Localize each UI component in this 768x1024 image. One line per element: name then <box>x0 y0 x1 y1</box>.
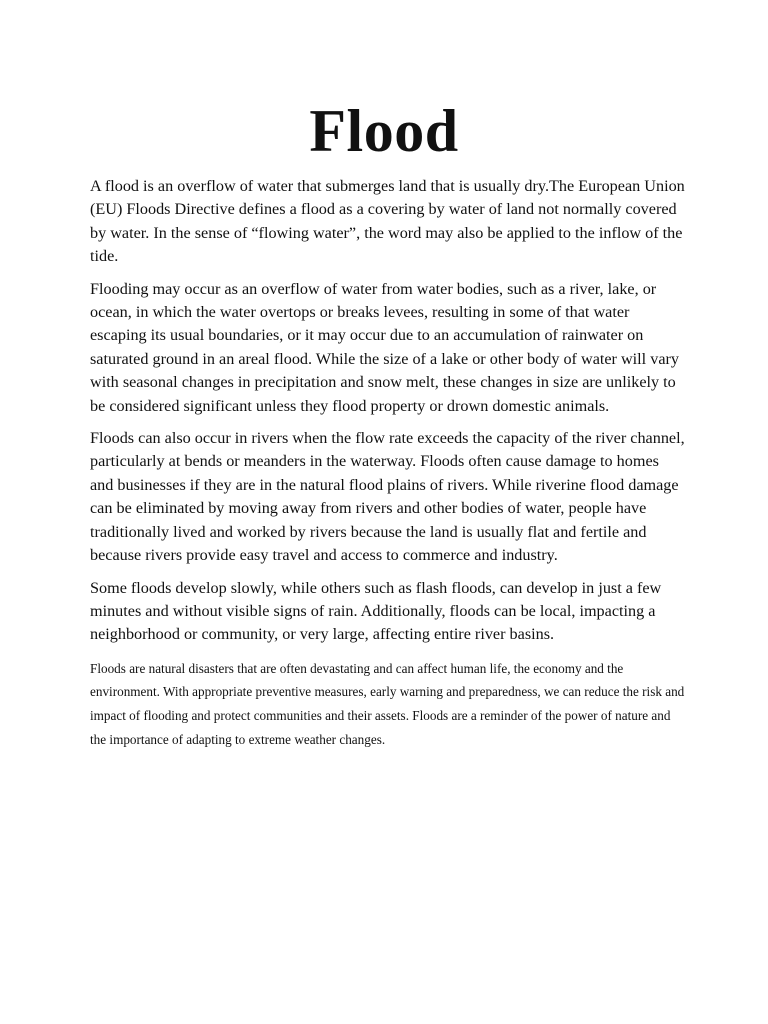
paragraph-conclusion: Floods are natural disasters that are often devastating and can affect human life, the economy and the environment. With appropriate preventive measures, early warning and preparedness, we can reduce the risk and impact of flooding and protect communities and their assets. Floods are a reminder of the power of nature and the importance of adapting to extreme weather changes. <box>90 660 685 747</box>
paragraph-flood-speed: Some floods develop slowly, while others such as flash floods, can develop in just a few minutes and without visible signs of rain. Additionally, floods can be local, impacting a neighborhood or community, or very large, affecting entire river basins. <box>90 578 662 644</box>
paragraph-causes: Flooding may occur as an overflow of water from water bodies, such as a river, lake, or ocean, in which the water overtops or breaks levees, resulting in some of that water escaping its usual boundaries, or it may occur due to an accumulation of rainwater on saturated ground in an areal flood. While the size of a lake or other body of water will vary with seasonal changes in precipitation and snow melt, these changes in size are unlikely to be considered significant unless they flood property or drown domestic animals. <box>90 279 679 415</box>
paragraph-definition: A flood is an overflow of water that submerges land that is usually dry.The European Union (EU) Floods Directive defines a flood as a covering by water of land not normally covered by water. In the sense of “flowing water”, the word may also be applied to the inflow of the tide. <box>90 177 685 266</box>
paragraph-river-floods: Floods can also occur in rivers when the flow rate exceeds the capacity of the river channel, particularly at bends or meanders in the waterway. Floods often cause damage to homes and businesses if they are in the natural flood plains of rivers. While riverine flood damage can be eliminated by moving away from rivers and other bodies of water, people have traditionally lived and worked by rivers because the land is usually flat and fertile and because rivers provide easy travel and access to commerce and industry. <box>90 429 685 565</box>
document-body <box>90 175 685 760</box>
document-title: Flood <box>309 98 459 164</box>
